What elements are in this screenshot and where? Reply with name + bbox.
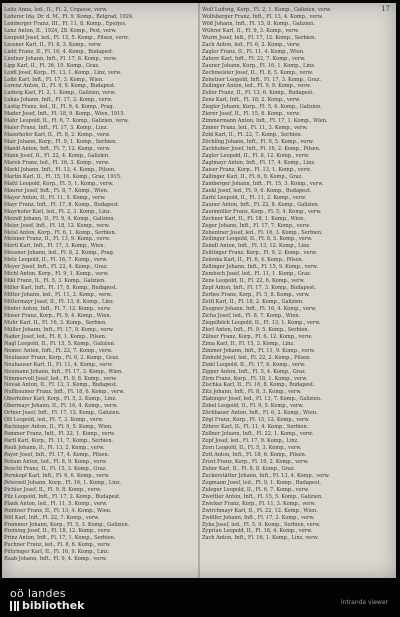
logo-text-line2-row [10,599,84,612]
entry-line: Puchner Franz, led., Fl. 8, 6. Komp., verw. [4,542,111,549]
entry-line: Peham Anton, led., Fl. 8, 9. Komp., verw. [4,458,108,465]
entry-line: Novak Anton, II., Fl. 13, 1. Komp., Budapest. [4,382,118,389]
entry-line: Zembsch Josef, led., Fl. 11, 1. Komp., Graz. [202,271,312,278]
entry-line: Mahr Leopold, II., Fl. 6, 7. Komp., Galizien, verw. [4,118,129,125]
entry-line: Zagler Franz, II., Fl. 11, 4. Komp., Wien. [202,48,305,55]
entry-line: Zierl Anton, Inft., Fl. 9, 5. Komp., Serbien. [202,326,310,333]
entry-line: Zamberger Johann, Inft., Fl. 15, 3. Komp., verw. [202,180,324,187]
entry-line: Zima Karl, II., Fl. 15, 3. Komp., Linz. [202,340,295,347]
entry-line: Zagler Leopold, II., Fl. 8, 12. Komp., verw. [202,153,310,160]
entry-line: Loidl Josef, Korp., Fl. 13, 1. Komp., Linz, verw. [4,69,122,76]
entry-line: Lipp Karl, II., Fl. 36, 10. Komp., Graz. [4,62,100,69]
entry-line: Zwicker Franz, Korp., Fl. 11, 3. Komp., verw. [202,500,316,507]
entry-line: Obermayr Johann, II., Fl. 16, 4. Komp., verw. [4,403,118,410]
entry-line: Zeilinger Anton, led., Fl. 9, 9. Komp., verw. [202,83,311,90]
entry-line: Zitz Johann, Inft., Fl. 8, 3. Komp., verw. [202,389,302,396]
entry-line: Zehentner Josef, led., Fl. 16, 3. Komp., Serbien. [202,229,323,236]
entry-line: Payer Josef, Inft., Fl. 17, 4. Komp., Pilsen. [4,452,110,458]
column-gutter [198,3,200,578]
entry-line: Zöchbauer Anton, Inft., Fl. 6, 2. Komp., Wien. [202,410,318,417]
entry-line: Neumann Johann, Inft., Fl. 17, 3. Komp., Wien. [4,368,123,375]
entry-line: Lenz Anton, II., 1924, 28. Komp., Pest, verw. [4,27,117,34]
entry-line: Meier Josef, Inft., Fl. 18, 12. Komp., verw. [4,222,110,229]
entry-line: Pöll Karl, Inft., Fl. 22, 7. Komp., verw. [4,514,100,521]
entry-line: Ziegelböck Leopold, II., Fl. 13, 1. Komp., verw. [202,319,321,326]
entry-line: Zimmermann Anton, Inft., Fl. 17, 1. Komp., Wien. [202,118,328,125]
entry-line: Ziegler Johann, Korp., Fl. 5, 4. Komp., Galizien. [202,104,322,111]
entry-line: Wurm Josef, Inft., Fl. 17, 12. Komp., Serbien. [202,34,316,41]
entry-line: Zach Anton, Inft., Fl. 16, 1. Komp., Linz, verw. [202,535,319,542]
entry-line: Ortner Josef, Inft., Fl. 17, 12. Komp., Galizien. [4,410,121,417]
entry-line: Mader Josef, Inft., Fl. 18, 9. Komp., Wien, 1915. [4,111,126,118]
entry-line: Wührer Karl, II., Fl. 9, 3. Komp., verw. [202,27,299,34]
entry-line: Zollner Johann, Inft., Fl. 22, 1. Komp., verw. [202,431,314,438]
right-column [202,7,392,573]
entry-line: Zuckerstätter Johann, Inft., Fl. 13, 4. Komp., verw. [202,472,330,479]
entry-line: Nemec Anton, Inft., Fl. 22, 7. Komp., verw. [4,347,113,354]
entry-line: Mertl Karl, Inft., Fl. 17, 3. Komp., Wien. [4,243,106,250]
entry-line: Pühringer Karl, II., Fl. 16, 9. Komp., Linz. [4,549,110,556]
left-column [4,7,194,573]
entry-line: Zischka Karl, II., Fl. 16, 8. Komp., Budapest. [202,382,315,389]
entry-line: Zauner Johann, Korp., Fl. 16, 1. Komp., Linz. [202,62,316,69]
entry-line: Lorenz Anton, II., Fl. 9, 9. Komp., Budapest. [4,83,116,90]
entry-line: Pilz Leopold, Inft., Fl. 17, 2. Komp., Budapest. [4,493,121,500]
entry-line: Zach Anton, led., Fl. 6, 2. Komp., verw. [202,41,301,48]
entry-line: Pauli Johann, II., Fl. 13, 2. Komp., verw. [4,445,105,452]
entry-line: Zillner Franz, Korp., Fl. 6, 12. Komp., verw. [202,333,313,340]
entry-line: Maier Franz, Inft., Fl. 17, 3. Komp., Linz. [4,125,108,132]
entry-line: Zaunmüller Franz, Korp., Fl. 5, 4. Komp., verw. [202,208,322,215]
entry-line: Zens Leopold, II., Fl. 22, 6. Komp., verw. [202,278,305,285]
entry-line: Zettl Karl, II., Fl. 18, 2. Komp., Galizien. [202,299,304,306]
entry-line: Zwirchmayr Karl, II., Fl. 22, 12. Komp., Wien. [202,507,318,514]
entry-line: Zögl Franz, Korp., Fl. 15, 12. Komp., verw. [202,417,310,424]
entry-line: Ott Leopold, led., Fl. 7, 3. Komp., verw. [4,417,104,424]
entry-line: Oberhuber Karl, Korp., Fl. 5, 2. Komp., Linz. [4,396,117,403]
entry-line: Pachinger Anton, II., Fl. 9, 5. Komp., Wien. [4,424,113,431]
entry-line: Zaiser Franz, Korp., Fl. 13, 1. Komp., verw. [202,166,312,173]
entry-line: Zierer Josef, II., Fl. 15, 8. Komp., verw. [202,111,301,118]
entry-line: Pernkopf Karl, Inft., Fl. 6, 6. Komp., verw. [4,472,110,479]
entry-line: Zechmeister Josef, II., Fl. 8, 5. Komp., verw. [202,69,313,76]
entry-line: Lemberger Franz, III., Fl. 11, 8. Komp., Eperjes. [4,20,127,27]
entry-line: Lindner Johann, Inft., Fl. 17, 8. Komp., verw. [4,55,117,62]
entry-line: Mitter Johann, led., Fl. 11, 2. Komp., verw. [4,292,112,299]
scanned-page [2,3,396,578]
entry-line: Zyprian Leopold, II., Fl. 18, 4. Komp., verw. [202,528,313,535]
entry-line: Meisl Anton, Korp., Fl. 6, 1. Komp., Serbien. [4,229,117,236]
entry-line: Zehetner Leopold, Inft., Fl. 17, 3. Komp., Graz. [202,76,321,83]
entry-line: Zepf Anton, Inft., Fl. 17, 3. Komp., Budapest. [202,285,316,292]
entry-line: Wolfsberger Franz, Inft., Fl. 13, 4. Komp., verw. [202,13,323,20]
entry-line: Peischl Franz, II., Fl. 15, 3. Komp., Graz. [4,465,107,472]
entry-line: Metz Leopold, II., Fl. 16, 7. Komp., verw. [4,257,108,264]
entry-line: Moser Franz, Korp., Fl. 9, 4. Komp., Wien. [4,312,112,319]
entry-line: Mattl Leopold, Korp., Fl. 5, 1. Komp., verw. [4,180,114,187]
entry-line: Müller Johann, Inft., Fl. 17, 9. Komp., verw. [4,326,114,333]
entry-line: Plank Anton, led., Fl. 11, 5. Komp., verw. [4,500,108,507]
entry-line: Zöhrer Karl, II., Fl. 11, 4. Komp., Serbien. [202,424,309,431]
entry-line: Zwettler Anton, Inft., Fl. 15, 5. Komp., Galizien. [202,493,323,500]
entry-line: Zeilinger Leopold, II., Fl. 8, 5. Komp., verw. [202,236,313,243]
entry-line: Mann Josef, II., Fl. 22, 4. Komp., Galizien. [4,153,110,160]
entry-line: Preining Josef, II., Fl. 18, 12. Komp., verw. [4,528,112,535]
entry-line: Zeugner Johann, Inft., Fl. 16, 4. Komp., verw. [202,305,317,312]
entry-line: Mikl Franz, II., Fl. 5, 3. Komp., Galizien. [4,278,106,285]
entry-line: Zeller Franz, II., Fl. 13, 6. Komp., Budapest. [202,90,314,97]
entry-line: Zechner Karl, II., Fl. 18, 1. Komp., Wien. [202,215,305,222]
entry-line: Zipper Anton, Inft., Fl. 5, 4. Komp., Graz. [202,368,307,375]
entry-line: Zinkl Leopold, II., Fl. 17, 6. Komp., verw. [202,361,306,368]
page-number: 17 [381,5,390,13]
entry-line: Zachhuber Josef, Inft., Fl. 16, 2. Komp., Pilsen. [202,146,321,153]
entry-line: Raab Johann, Inft., Fl. 9, 4. Komp., verw. [4,556,107,563]
entry-line: Zyka Josef, led., Fl. 5, 9. Komp., Serbien, verw. [202,521,321,528]
entry-line: Lustig Franz, led., II., Fl. 9, 4. Komp., Prag. [4,104,115,111]
entry-line: Moder Anton, Inft., Fl. 7, 12. Komp., verw. [4,305,112,312]
entry-line: Zellinger Johann, Inft., Fl. 15, 9. Komp., verw. [202,264,318,271]
entry-line: Mandl Anton, Inft., Fl. 7, 12. Komp., verw. [4,146,111,153]
entry-line: Lukas Johann, Inft., Fl. 17, 2. Komp., verw. [4,97,113,104]
entry-line: Leitz Anna, led., II., Fl. 2, Urgasse, verw. [4,7,108,13]
entry-line: Maurer Josef, Inft., Fl. 8, 7. Komp., Wien. [4,187,109,194]
entry-line: Pammer Franz, Inft., Fl. 22, 1. Komp., verw. [4,431,116,438]
entry-line: Miller Karl, Inft., Fl. 17, 8. Komp., Budapest. [4,285,118,292]
logo-text-line1: oö landes [10,587,66,600]
entry-line: Meindl Johann, II., Fl. 9, 4. Komp., Galizien. [4,215,116,222]
library-bars-icon [10,601,19,611]
entry-line: Meixner Franz, II., Fl. 13, 9. Komp., verw. [4,236,111,243]
entry-line: Zuber Karl, II., Fl. 8, 8. Komp., Graz. [202,465,296,472]
entry-line: Wolf Ludwig, Korp., Fl. 2, 1. Komp., Galizien, verw. [202,7,332,13]
entry-line: Maierhofer Karl, II., Fl. 8, 2. Komp., verw. [4,132,111,139]
entry-line: Zrost Franz, Korp., Fl. 16, 2. Komp., verw. [202,458,309,465]
entry-line: Zankl Josef, led., Fl. 9, 6. Komp., Budapest. [202,187,312,194]
entry-line: Zarbl Leopold, II., Fl. 11, 2. Komp., verw. [202,194,307,201]
entry-line: Pichler Josef, II., Fl. 9, 8. Komp., verw. [4,486,102,493]
entry-line: Peterseil Johann, Korp., Fl. 16, 1. Komp., Linz. [4,479,122,486]
entry-line: Martin Karl, II., Fl. 15, 16. Komp., Graz, 1915. [4,173,122,180]
entry-line: Zauner Anton, Inft., Fl. 22, 8. Komp., Galizien. [202,201,320,208]
entry-line: Zuleger Leopold, II., Fl. 6, 7. Komp., verw. [202,486,310,493]
entry-line: Lessner Karl, II., Fl. 8, 3. Komp., verw. [4,41,102,48]
entry-line: Nimmervoll Josef, led., Fl. 9, 8. Komp., verw. [4,375,117,382]
entry-line: Zinhobl Josef, led., Fl. 22, 2. Komp., Pilsen. [202,354,311,361]
entry-line: Zerbes Franz, Korp., Fl. 5, 8. Komp., verw. [202,292,310,299]
library-logo[interactable] [10,588,84,612]
entry-line: Zinner Franz, led., Fl. 11, 3. Komp., verw. [202,125,308,132]
entry-line: Leopold Josef, led., Fl. 15, 5. Komp., Pilsen, verw. [4,34,129,41]
entry-line: Lederer Ida, Dr. d. M., Fl. 9, Komp., Belgrad, 1924. [4,13,134,20]
entry-line: Zeitlinger Franz, Korp., Fl. 9, 2. Komp., verw. [202,250,317,257]
entry-line: Zott Anton, Inft., Fl. 18, 6. Komp., Pilsen. [202,452,307,458]
entry-line: Nagl Leopold, II., Fl. 15, 5. Komp., Galizien. [4,340,116,347]
entry-line: Mayer Anton, II., Fl. 11, 5. Komp., verw. [4,194,106,201]
entry-line: Liebl Franz, II., Fl. 16, 4. Komp., Budapest. [4,48,114,55]
entry-line: Partl Karl, Korp., Fl. 11, 7. Komp., Serbien. [4,438,114,445]
entry-line: Mair Johann, Korp., Fl. 9, 1. Komp., Serbien. [4,139,117,146]
entry-line: Muhr Karl, II., Fl. 16, 3. Komp., Serbien. [4,319,107,326]
entry-line: Meyer Josef, Inft., Fl. 22, 4. Komp., Graz. [4,264,108,271]
entry-line: Zopf Josef, led., Fl. 17, 9. Komp., Linz. [202,438,299,445]
entry-line: Zöchling Johann, Inft., Fl. 9, 5. Komp., verw. [202,139,314,146]
entry-line: Marek Franz, led., Fl. 16, 3. Komp., verw. [4,159,110,166]
entry-line: Zobl Karl, II., Fl. 22, 7. Komp., Serbien. [202,132,303,139]
entry-line: Ludwig Karl, Fl. 2, 1. Komp., Galizien, verw. [4,90,116,97]
entry-line: Neuhauser Karl, II., Fl. 11, 4. Komp., verw. [4,361,113,368]
entry-line: Zugmann Josef, led., Fl. 9, 1. Komp., Budapest. [202,479,322,486]
entry-line: Zwölfer Johann, Inft., Fl. 17, 2. Komp., verw. [202,514,315,521]
entry-line: Mayr Franz, Inft., Fl. 17, 8. Komp., Budapest. [4,201,120,208]
entry-line: Zimmer Johann, Inft., Fl. 11, 9. Komp., verw. [202,347,315,354]
entry-line: Zahrer Karl, Inft., Fl. 22, 7. Komp., verw. [202,55,306,62]
entry-line: Wöß Johann, Inft., Fl. 15, 8. Komp., Galizien. [202,20,315,27]
entry-line: Messner Johann, led., Fl. 8, 2. Komp., Prag. [4,250,115,257]
entry-line: Loibl Karl, Inft., Fl. 17, 3. Komp., Wien. [4,76,104,83]
entry-line: Michl Anton, Korp., Fl. 9, 1. Komp., verw. [4,271,109,278]
entry-line: Zeindl Anton, Inft., Fl. 13, 12. Komp., Linz. [202,243,311,250]
entry-line: Zelenka Karl, II., Fl. 6, 4. Komp., Pilsen. [202,257,304,264]
entry-line: Nader Josef, led., Fl. 8, 1. Komp., Pilsen. [4,333,107,340]
entry-line: Neubauer Franz, Korp., Fl. 6, 2. Komp., Graz. [4,354,120,361]
entry-line: Mayrhofer Karl, led., Fl. 2, 3. Komp., Linz. [4,208,112,215]
entry-line: Zenz Karl, Inft., Fl. 18, 2. Komp., verw. [202,97,301,104]
entry-line: Nußbaumer Franz, Inft., Fl. 18, 6. Komp., verw. [4,389,125,396]
entry-line: Pointner Franz, II., Fl. 13, 4. Komp., Wien. [4,507,112,514]
entry-line: Prinz Anton, Inft., Fl. 17, 1. Komp., Serbien. [4,535,116,542]
entry-line: Zicha Josef, led., Fl. 8, 7. Komp., Wien. [202,312,301,319]
entry-line: Zallinger Karl, II., Fl. 6, 9. Komp., Graz. [202,173,303,180]
entry-line: Zirm Franz, Korp., Fl. 18, 1. Komp., verw. [202,375,308,382]
entry-line: Zeger Johann, Inft., Fl. 17, 7. Komp., verw. [202,222,310,229]
viewer-credit[interactable]: intranda viewer [340,599,388,606]
entry-line: Zaglmayr Anton, Inft., Fl. 17, 4. Komp., Linz. [202,159,316,166]
entry-line: Prammer Johann, Korp., Fl. 5, 3. Komp., Galizien. [4,521,130,528]
entry-line: Zorn Leopold, II., Fl. 5, 3. Komp., verw. [202,445,302,452]
entry-line: Mittermayr Josef, II., Fl. 13, 6. Komp., Linz. [4,299,115,306]
entry-line: Zobel Leopold, II., Fl. 9, 5. Komp., verw. [202,403,304,410]
entry-line: Zlabinger Josef, led., Fl. 13, 7. Komp., Galizien. [202,396,322,403]
logo-text-line2: bibliothek [22,599,85,612]
entry-line: Markl Johann, Inft., Fl. 13, 4. Komp., Pilsen. [4,166,116,173]
